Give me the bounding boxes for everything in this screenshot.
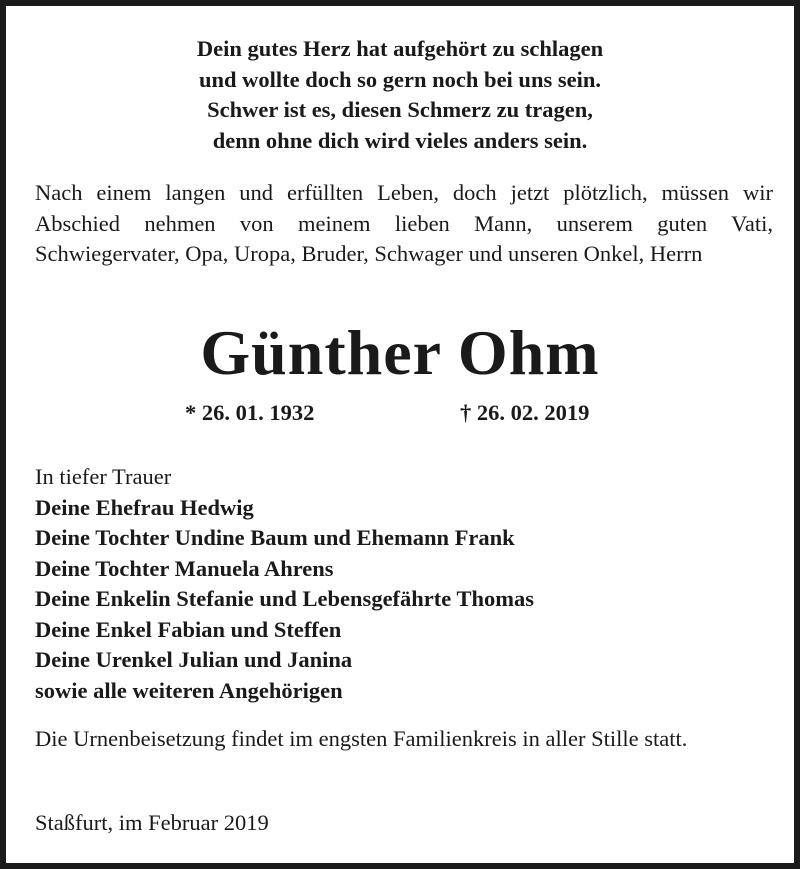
mourners-list [35, 462, 534, 706]
mourner: Deine Enkelin Stefanie und Lebensgefährte Thomas [35, 586, 535, 611]
burial-notice: Die Urnenbeisetzung findet im engsten Familienkreis in aller Stille statt. [35, 726, 688, 751]
mourner: Deine Tochter Undine Baum und Ehemann Frank [35, 525, 515, 550]
poem-line: Schwer ist es, diesen Schmerz zu tragen, [207, 97, 593, 122]
intro-text: Nach einem langen und erfüllten Leben, doch jetzt plötzlich, müssen wir Abschied nehmen von meinem lieben Mann, unserem guten Vati, Schwiegervater, Opa, Uropa, Bruder, Schwager und unseren Onkel, Herrn [35, 180, 773, 266]
poem-line: denn ohne dich wird vieles anders sein. [212, 127, 588, 153]
birth-date: * 26. 01. 1932 [185, 400, 315, 425]
mourner: Deine Urenkel Julian und Janina [35, 647, 353, 672]
mourner: Deine Ehefrau Hedwig [35, 494, 254, 520]
death-date: † 26. 02. 2019 [460, 400, 590, 425]
place-and-date: Staßfurt, im Februar 2019 [35, 810, 269, 835]
poem-line: und wollte doch so gern noch bei uns sein. [199, 66, 601, 92]
deceased-name: Günther Ohm [200, 317, 600, 388]
mourner: Deine Enkel Fabian und Steffen [35, 616, 342, 642]
mourner: sowie alle weiteren Angehörigen [35, 677, 343, 703]
poem-line: Dein gutes Herz hat aufgehört zu schlagen [196, 36, 604, 61]
mourner: Deine Tochter Manuela Ahrens [35, 555, 334, 581]
mourning-intro: In tiefer Trauer [35, 464, 172, 489]
memorial-poem [6, 34, 794, 156]
